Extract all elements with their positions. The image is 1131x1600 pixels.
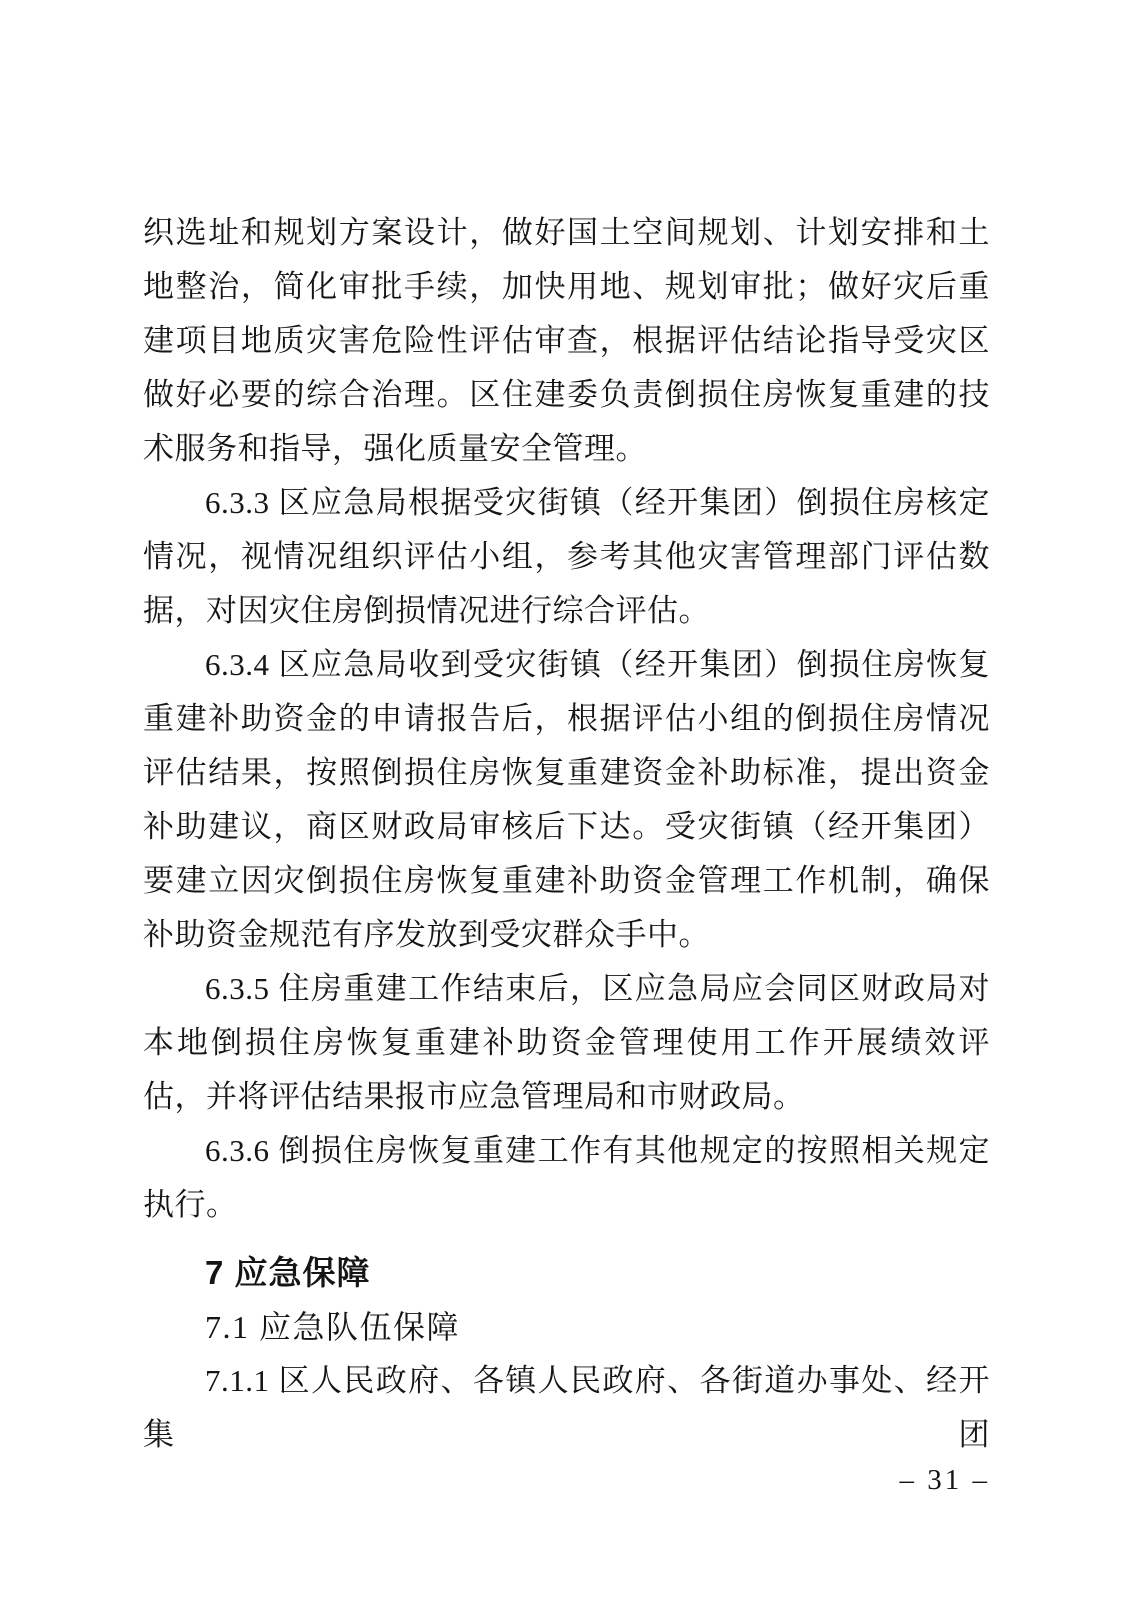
paragraph-6-3-6: 6.3.6 倒损住房恢复重建工作有其他规定的按照相关规定执行。 — [143, 1133, 990, 1222]
paragraph-6-3-3: 6.3.3 区应急局根据受灾街镇（经开集团）倒损住房核定情况，视情况组织评估小组，参考其他灾害管理部门评估数据，对因灾住房倒损情况进行综合评估。 — [143, 485, 990, 628]
page-number: – 31 – — [899, 1464, 990, 1496]
paragraph-6-3-5: 6.3.5 住房重建工作结束后，区应急局应会同区财政局对本地倒损住房恢复重建补助资金管理使用工作开展绩效评估，并将评估结果报市应急管理局和市财政局。 — [143, 971, 990, 1114]
paragraph-7-1-1: 7.1.1 区人民政府、各镇人民政府、各街道办事处、经开集团 — [143, 1363, 990, 1452]
paragraph-6-3-4: 6.3.4 区应急局收到受灾街镇（经开集团）倒损住房恢复重建补助资金的申请报告后，根据评估小组的倒损住房情况评估结果，按照倒损住房恢复重建资金补助标准，提出资金补助建议，商区财政局审核后下达。受灾街镇（经开集团）要建立因灾倒损住房恢复重建补助资金管理工作机制，确保补助资金规范有序发放到受灾群众手中。 — [143, 647, 990, 952]
body-text-block — [143, 206, 990, 1462]
paragraph-continuation: 织选址和规划方案设计，做好国土空间规划、计划安排和土地整治，简化审批手续，加快用地、规划审批；做好灾后重建项目地质灾害危险性评估审查，根据评估结论指导受灾区做好必要的综合治理。区住建委负责倒损住房恢复重建的技术服务和指导，强化质量安全管理。 — [143, 215, 990, 466]
section-heading-7: 7 应急保障 — [205, 1254, 371, 1291]
subsection-heading-7-1: 7.1 应急队伍保障 — [205, 1309, 461, 1345]
